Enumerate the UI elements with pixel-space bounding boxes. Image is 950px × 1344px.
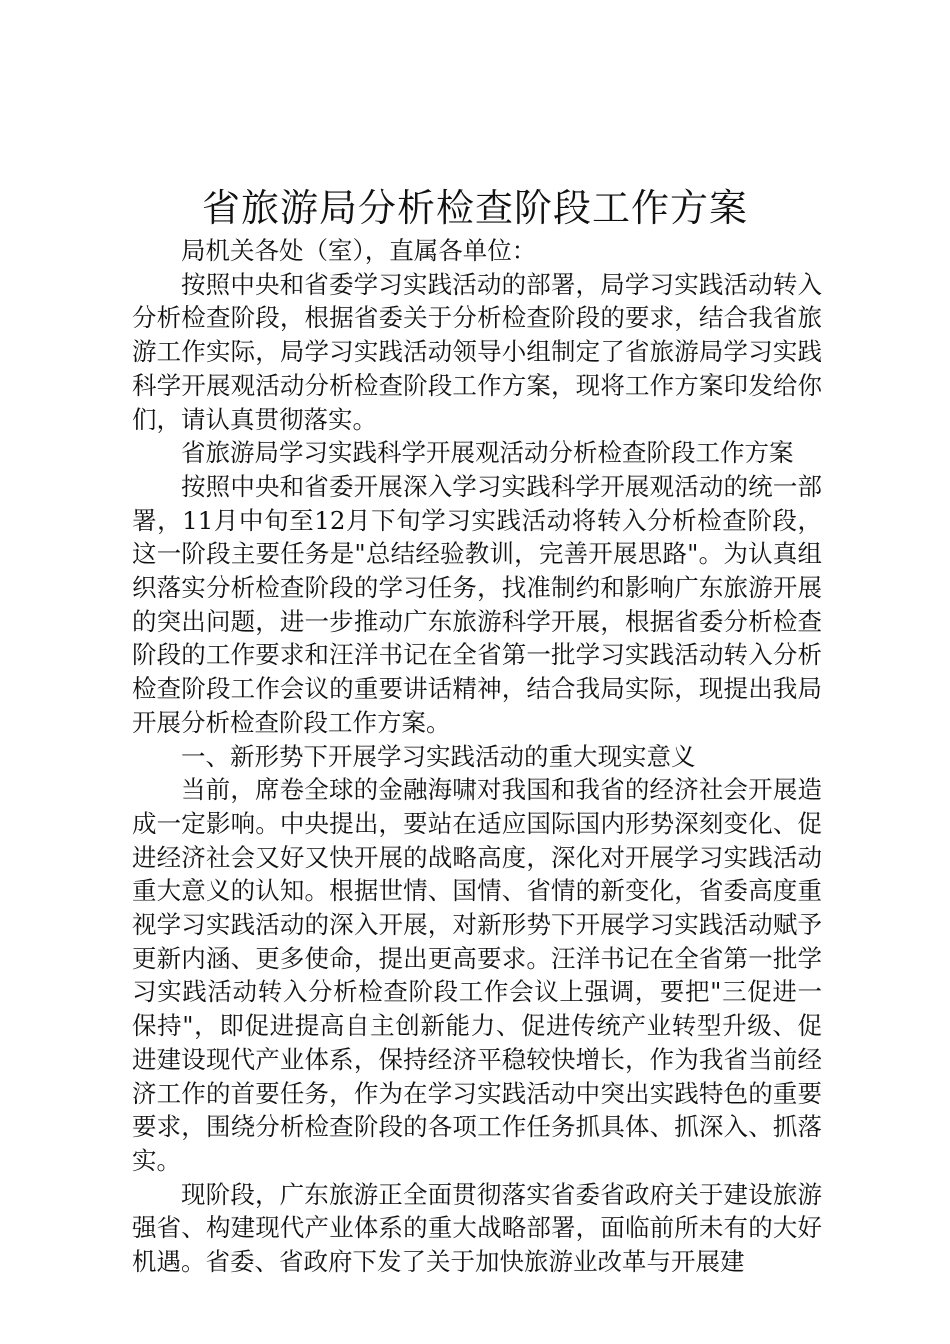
- paragraph-overview: 按照中央和省委开展深入学习实践科学开展观活动的统一部署，11月中旬至12月下旬学习实践活动将转入分析检查阶段，这一阶段主要任务是"总结经验教训，完善开展思路"。为认真组织落实分析检查阶段的学习任务，找准制约和影响广东旅游开展的突出问题，进一步推动广东旅游科学开展，根据省委分析检查阶段的工作要求和汪洋书记在全省第一批学习实践活动转入分析检查阶段工作会议的重要讲话精神，结合我局实际，现提出我局开展分析检查阶段工作方案。: [132, 471, 822, 737]
- paragraph-intro: 按照中央和省委学习实践活动的部署，局学习实践活动转入分析检查阶段，根据省委关于分析检查阶段的要求，结合我省旅游工作实际，局学习实践活动领导小组制定了省旅游局学习实践科学开展观活动分析检查阶段工作方案，现将工作方案印发给你们，请认真贯彻落实。: [132, 269, 822, 434]
- salutation: 局机关各处（室），直属各单位：: [181, 236, 537, 265]
- paragraph-current: 当前，席卷全球的金融海啸对我国和我省的经济社会开展造成一定影响。中央提出，要站在适应国际国内形势深刻变化、促进经济社会又好又快开展的战略高度，深化对开展学习实践活动重大意义的认知。根据世情、国情、省情的新变化，省委高度重视学习实践活动的深入开展，对新形势下开展学习实践活动赋予更新内涵、更多使命，提出更高要求。汪洋书记在全省第一批学习实践活动转入分析检查阶段工作会议上强调，要把"三促进一保持"，即促进提高自主创新能力、促进传统产业转型升级、促进建设现代产业体系，保持经济平稳较快增长，作为我省当前经济工作的首要任务，作为在学习实践活动中突出实践特色的重要要求，围绕分析检查阶段的各项工作任务抓具体、抓深入、抓落实。: [132, 775, 822, 1175]
- section-heading-1: 一、新形势下开展学习实践活动的重大现实意义: [181, 741, 696, 771]
- paragraph-stage: 现阶段，广东旅游正全面贯彻落实省委省政府关于建设旅游强省、构建现代产业体系的重大战略部署，面临前所未有的大好机遇。省委、省政府下发了关于加快旅游业改革与开展建: [132, 1179, 822, 1277]
- document-title: 省旅游局分析检查阶段工作方案: [201, 186, 748, 230]
- document-body: [132, 234, 822, 1279]
- subtitle: 省旅游局学习实践科学开展观活动分析检查阶段工作方案: [181, 438, 794, 468]
